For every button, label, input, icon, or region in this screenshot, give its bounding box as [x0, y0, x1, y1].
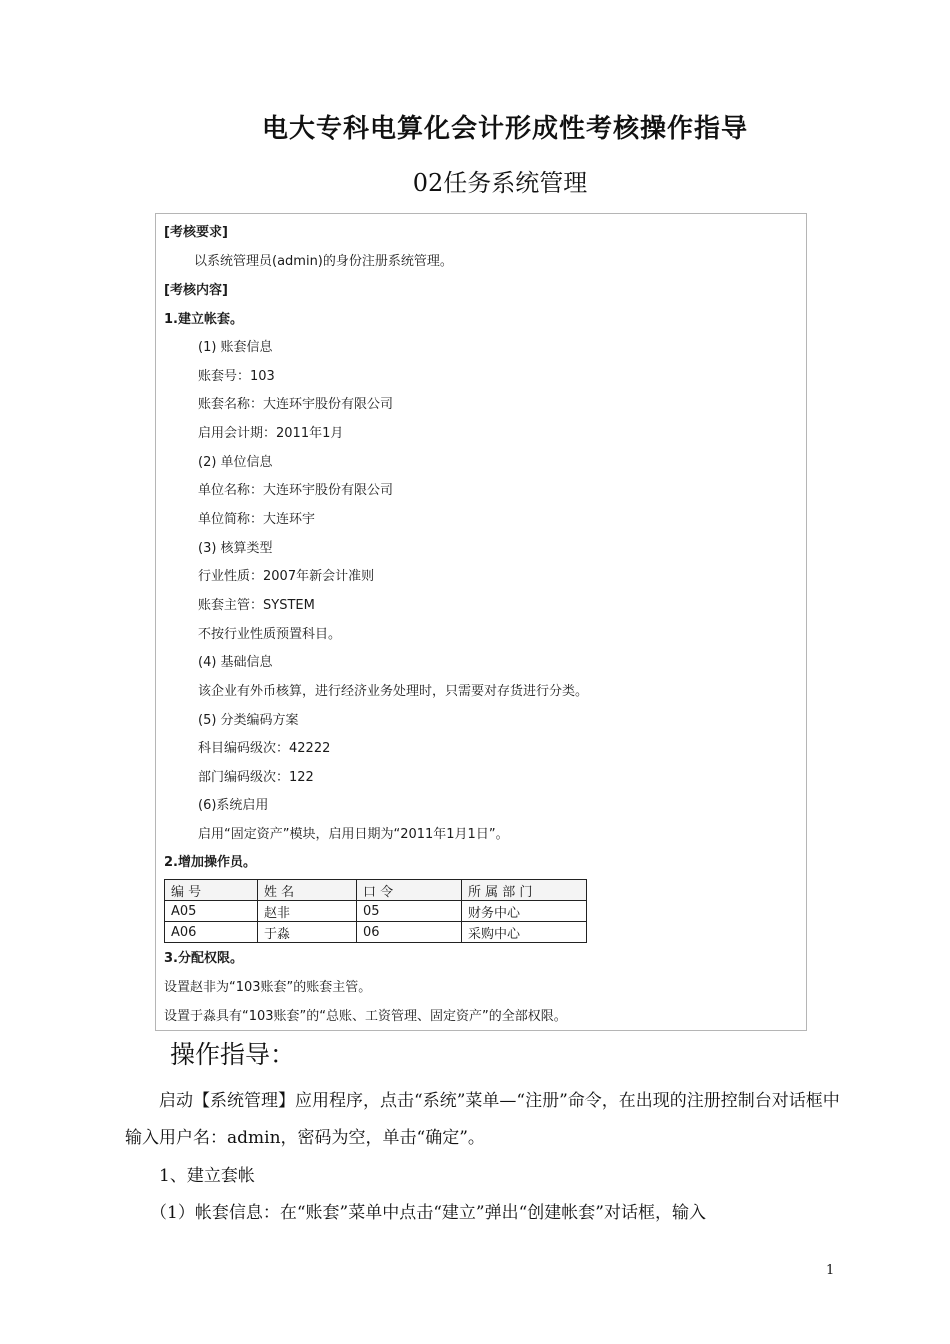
guide-paragraph: （1）帐套信息：在“账套”菜单中点击“建立”弹出“创建帐套”对话框，输入 [150, 1203, 706, 1223]
content-line: (6)系统启用 [198, 798, 269, 813]
requirement-heading: [考核要求] [164, 225, 228, 240]
guide-paragraph: 启动【系统管理】应用程序，点击“系统”菜单—“注册”命令，在出现的注册控制台对话框中输入用户名：admin，密码为空，单击“确定”。 [125, 1091, 840, 1148]
table-row [165, 901, 587, 922]
content-line: (3) 核算类型 [198, 541, 273, 556]
table-cell: 06 [357, 922, 462, 943]
table-cell: A05 [165, 901, 258, 922]
content-line: 启用会计期：2011年1月 [198, 426, 344, 441]
content-line: 单位名称：大连环宇股份有限公司 [198, 483, 394, 498]
table-cell: 赵非 [258, 901, 357, 922]
task-requirements-box [155, 213, 807, 1031]
guide-heading: 操作指导： [170, 1040, 296, 1069]
content-line: 单位简称：大连环宇 [198, 512, 316, 527]
operators-table [164, 879, 587, 943]
table-cell: A06 [165, 922, 258, 943]
page-title: 电大专科电算化会计形成性考核操作指导 [261, 114, 748, 144]
content-line: (1) 账套信息 [198, 340, 273, 355]
content-line: 账套号：103 [198, 369, 275, 384]
column-header: 姓 名 [258, 880, 357, 901]
content-line: 该企业有外币核算，进行经济业务处理时，只需要对存货进行分类。 [198, 684, 589, 699]
content-line: (2) 单位信息 [198, 455, 273, 470]
content-line: 启用“固定资产”模块，启用日期为“2011年1月1日”。 [198, 827, 509, 842]
section3-heading: 3.分配权限。 [164, 951, 243, 966]
content-line: (4) 基础信息 [198, 655, 273, 670]
column-header: 所 属 部 门 [462, 880, 587, 901]
guide-step-heading: 1、建立套帐 [159, 1166, 255, 1186]
content-line: 账套名称：大连环宇股份有限公司 [198, 397, 394, 412]
content-line: (5) 分类编码方案 [198, 713, 299, 728]
table-cell: 财务中心 [462, 901, 587, 922]
content-heading: [考核内容] [164, 283, 228, 298]
table-cell: 采购中心 [462, 922, 587, 943]
content-line: 部门编码级次：122 [198, 770, 314, 785]
table-row [165, 922, 587, 943]
content-line: 不按行业性质预置科目。 [198, 627, 342, 642]
column-header: 口 令 [357, 880, 462, 901]
section2-heading: 2.增加操作员。 [164, 855, 256, 870]
page-subtitle: 02任务系统管理 [412, 169, 588, 197]
content-line: 设置赵非为“103账套”的账套主管。 [164, 980, 372, 995]
table-cell: 05 [357, 901, 462, 922]
content-line: 设置于淼具有“103账套”的“总账、工资管理、固定资产”的全部权限。 [164, 1009, 567, 1024]
table-cell: 于淼 [258, 922, 357, 943]
page-number: 1 [826, 1263, 835, 1278]
column-header: 编 号 [165, 880, 258, 901]
section1-heading: 1.建立帐套。 [164, 312, 243, 327]
table-header-row [165, 880, 587, 901]
content-line: 行业性质：2007年新会计准则 [198, 569, 375, 584]
content-line: 账套主管：SYSTEM [198, 598, 315, 613]
requirement-text: 以系统管理员(admin)的身份注册系统管理。 [194, 254, 453, 269]
content-line: 科目编码级次：42222 [198, 741, 331, 756]
